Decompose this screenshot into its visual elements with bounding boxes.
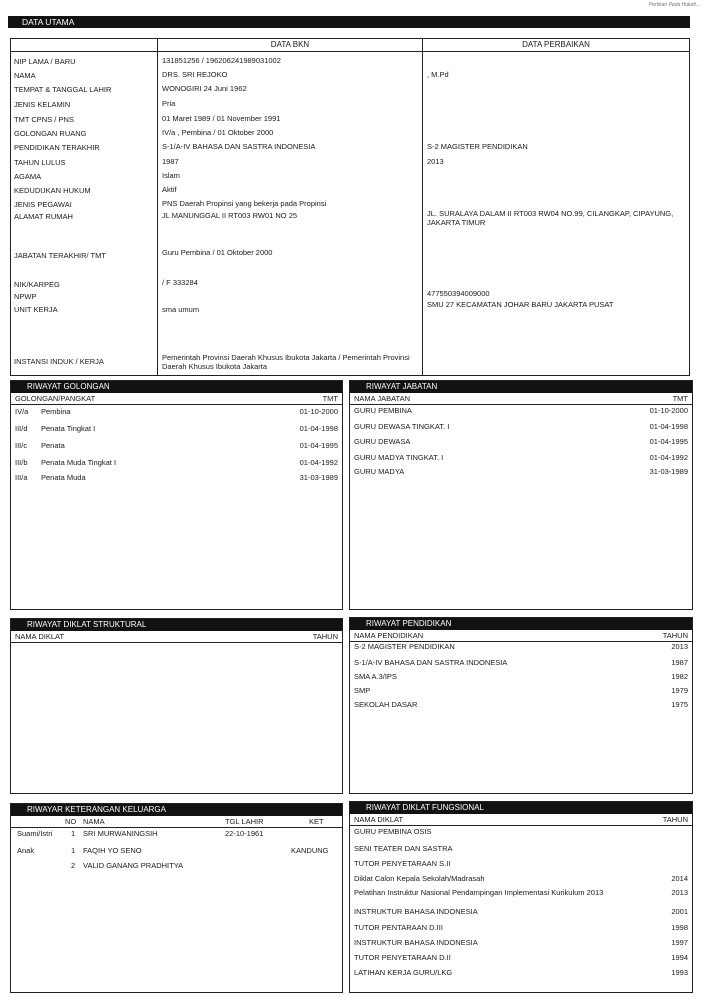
nama-diklat: INSTRUKTUR BAHASA INDONESIA — [354, 907, 478, 916]
jabatan-column-header — [350, 394, 692, 405]
value-alamat: JL MANUNGGAL II RT003 RW01 NO 25 — [162, 211, 298, 220]
label-npwp: NPWP — [14, 292, 37, 301]
label-tmt-cpns: TMT CPNS / PNS — [14, 115, 74, 124]
riwayat-jabatan-panel — [349, 380, 693, 610]
nama-jabatan: GURU MADYA TINGKAT. I — [354, 453, 444, 462]
tahun: 1987 — [671, 658, 688, 667]
tmt: 01-10-2000 — [649, 406, 688, 415]
header-ket: KET — [309, 817, 324, 826]
header-nama-diklat: NAMA DIKLAT — [354, 815, 404, 824]
header-nama-pendidikan: NAMA PENDIDIKAN — [354, 631, 424, 640]
table-row — [350, 874, 692, 884]
table-row — [11, 458, 342, 468]
nama-jabatan: GURU PEMBINA — [354, 406, 412, 415]
table-row — [11, 861, 342, 871]
label-nik: NIK/KARPEG — [14, 280, 60, 289]
value-golongan: IV/a , Pembina / 01 Oktober 2000 — [162, 128, 274, 137]
tahun: 2013 — [671, 642, 688, 651]
nama-pendidikan: SEKOLAH DASAR — [354, 700, 418, 709]
header-no: NO — [65, 817, 77, 826]
data-utama-table — [10, 38, 690, 376]
table-row — [350, 422, 692, 432]
nama-jabatan: GURU DEWASA TINGKAT. I — [354, 422, 450, 431]
nama-diklat: Pelatihan Instruktur Nasional Pendampingan Implementasi Kurikulum 2013 — [354, 888, 604, 897]
table-row — [350, 700, 692, 710]
table-row — [350, 672, 692, 682]
nama-diklat: SENI TEATER DAN SASTRA — [354, 844, 453, 853]
value-unit-kerja: sma umum — [162, 305, 200, 314]
nama-pendidikan: SMP — [354, 686, 371, 695]
table-row — [350, 642, 692, 652]
nama-pendidikan: S-2 MAGISTER PENDIDIKAN — [354, 642, 455, 651]
golongan-code: IV/a — [15, 407, 29, 416]
value-instansi: Pemerintah Provinsi Daerah Khusus Ibukota Jakarta / Pemerintah Provinsi Daerah Khusus Ibukota Jakarta — [162, 353, 410, 371]
table-row — [350, 827, 692, 837]
table-row — [350, 437, 692, 447]
riwayat-diklat-fungsional-panel — [349, 801, 693, 993]
tmt: 01-04-1995 — [649, 437, 688, 446]
col-header-data-bkn: DATA BKN — [158, 39, 422, 52]
table-row — [350, 467, 692, 477]
header-tmt: TMT — [672, 394, 688, 403]
nama-diklat: TUTOR PENYETARAAN D.II — [354, 953, 451, 962]
nama-diklat: TUTOR PENTARAAN D.III — [354, 923, 443, 932]
table-row — [350, 953, 692, 963]
col-header-data-perbaikan: DATA PERBAIKAN — [423, 39, 689, 52]
nama-pendidikan: S-1/A-IV BAHASA DAN SASTRA INDONESIA — [354, 658, 508, 667]
nama-jabatan: GURU DEWASA — [354, 437, 411, 446]
table-row — [11, 829, 342, 839]
tmt: 01-10-2000 — [299, 407, 338, 416]
nama-jabatan: GURU MADYA — [354, 467, 405, 476]
nama-diklat: GURU PEMBINA OSIS — [354, 827, 432, 836]
riwayat-diklat-fungsional-title: RIWAYAT DIKLAT FUNGSIONAL — [350, 802, 692, 814]
header-nama-jabatan: NAMA JABATAN — [354, 394, 410, 403]
fix-alamat: JL. SURALAYA DALAM II RT003 RW04 NO.99, CILANGKAP, CIPAYUNG, JAKARTA TIMUR — [427, 209, 674, 227]
riwayat-jabatan-title: RIWAYAT JABATAN — [350, 381, 692, 393]
family-name: FAQIH YO SENO — [83, 846, 142, 855]
nama-pendidikan: SMA A.3/IPS — [354, 672, 397, 681]
header-tahun: TAHUN — [312, 632, 338, 641]
label-golongan: GOLONGAN RUANG — [14, 129, 87, 138]
tahun: 1982 — [671, 672, 688, 681]
table-row — [11, 441, 342, 451]
table-row — [11, 424, 342, 434]
riwayat-keluarga-panel — [10, 803, 343, 993]
header-golongan-pangkat: GOLONGAN/PANGKAT — [15, 394, 96, 403]
value-tahun-lulus: 1987 — [162, 157, 179, 166]
value-agama: Islam — [162, 171, 180, 180]
tahun: 1997 — [671, 938, 688, 947]
fix-npwp: 477550394009000 — [427, 289, 490, 298]
pangkat: Pembina — [41, 407, 71, 416]
label-alamat: ALAMAT RUMAH — [14, 212, 73, 221]
table-row — [350, 923, 692, 933]
golongan-code: III/b — [15, 458, 28, 467]
tmt: 31-03-1989 — [649, 467, 688, 476]
birth-date: 22-10-1961 — [225, 829, 264, 838]
table-row — [350, 938, 692, 948]
value-pendidikan: S-1/A-IV BAHASA DAN SASTRA INDONESIA — [162, 142, 316, 151]
fix-nama: , M.Pd — [427, 70, 449, 79]
row-number: 1 — [71, 846, 76, 855]
row-number: 2 — [71, 861, 76, 870]
value-nik: / F 333284 — [162, 278, 198, 287]
table-row — [11, 407, 342, 417]
header-nama-diklat: NAMA DIKLAT — [15, 632, 65, 641]
keluarga-column-header — [11, 817, 342, 828]
value-nama: DRS. SRI REJOKO — [162, 70, 228, 79]
value-jenis-pegawai: PNS Daerah Propinsi yang bekerja pada Propinsi — [162, 199, 327, 208]
fungsional-column-header — [350, 815, 692, 826]
table-row — [350, 844, 692, 854]
golongan-column-header — [11, 394, 342, 405]
relation: Anak — [17, 846, 35, 855]
riwayat-golongan-title: RIWAYAT GOLONGAN — [11, 381, 342, 393]
label-agama: AGAMA — [14, 172, 42, 181]
riwayat-keluarga-title: RIWAYAR KETERANGAN KELUARGA — [11, 804, 342, 816]
tahun: 2001 — [671, 907, 688, 916]
label-kedudukan: KEDUDUKAN HUKUM — [14, 186, 91, 195]
tahun: 2014 — [671, 874, 688, 883]
table-row — [350, 658, 692, 668]
data-utama-header: DATA UTAMA — [8, 16, 690, 28]
family-name: SRI MURWANINGSIH — [83, 829, 158, 838]
fix-tahun-lulus: 2013 — [427, 157, 444, 166]
riwayat-pendidikan-title: RIWAYAT PENDIDIKAN — [350, 618, 692, 630]
pangkat: Penata Tingkat I — [41, 424, 96, 433]
header-tahun: TAHUN — [662, 815, 688, 824]
golongan-code: III/c — [15, 441, 28, 450]
pangkat: Penata Muda Tingkat I — [41, 458, 117, 467]
nama-diklat: Diklat Calon Kepala Sekolah/Madrasah — [354, 874, 485, 883]
pangkat: Penata — [41, 441, 65, 450]
label-nama: NAMA — [14, 71, 36, 80]
column-divider — [422, 39, 423, 375]
table-row — [350, 859, 692, 869]
value-jenis-kelamin: Pria — [162, 99, 176, 108]
row-number: 1 — [71, 829, 76, 838]
table-row — [350, 686, 692, 696]
label-jabatan: JABATAN TERAKHIR/ TMT — [14, 251, 106, 260]
riwayat-golongan-panel — [10, 380, 343, 610]
pendidikan-column-header — [350, 631, 692, 642]
nama-diklat: TUTOR PENYETARAAN S.II — [354, 859, 451, 868]
label-tahun-lulus: TAHUN LULUS — [14, 158, 66, 167]
tahun: 1979 — [671, 686, 688, 695]
tahun: 1998 — [671, 923, 688, 932]
table-row — [350, 907, 692, 917]
golongan-code: III/a — [15, 473, 28, 482]
value-tmt-cpns: 01 Maret 1989 / 01 November 1991 — [162, 114, 281, 123]
tmt: 01-04-1995 — [299, 441, 338, 450]
table-row — [350, 888, 692, 908]
struktural-column-header — [11, 632, 342, 643]
tmt: 01-04-1998 — [649, 422, 688, 431]
label-jenis-kelamin: JENIS KELAMIN — [14, 100, 71, 109]
tahun: 2013 — [671, 888, 688, 897]
tahun: 1993 — [671, 968, 688, 977]
header-tgl-lahir: TGL LAHIR — [225, 817, 264, 826]
column-divider — [157, 39, 158, 375]
golongan-code: III/d — [15, 424, 28, 433]
fix-pendidikan: S-2 MAGISTER PENDIDIKAN — [427, 142, 528, 151]
pangkat: Penata Muda — [41, 473, 86, 482]
label-nip: NIP LAMA / BARU — [14, 57, 76, 66]
label-unit-kerja: UNIT KERJA — [14, 305, 58, 314]
label-pendidikan: PENDIDIKAN TERAKHIR — [14, 143, 100, 152]
label-ttl: TEMPAT & TANGGAL LAHIR — [14, 85, 112, 94]
table-row — [11, 846, 342, 856]
fix-unit-kerja: SMU 27 KECAMATAN JOHAR BARU JAKARTA PUSAT — [427, 300, 614, 309]
header-nama: NAMA — [83, 817, 105, 826]
header-tmt: TMT — [322, 394, 338, 403]
tmt: 01-04-1992 — [299, 458, 338, 467]
nama-diklat: LATIHAN KERJA GURU/LKG — [354, 968, 453, 977]
family-name: VALID GANANG PRADHITYA — [83, 861, 184, 870]
keterangan: KANDUNG — [291, 846, 329, 855]
value-jabatan: Guru Pembina / 01 Oktober 2000 — [162, 248, 273, 257]
header-tahun: TAHUN — [662, 631, 688, 640]
tahun: 1975 — [671, 700, 688, 709]
label-instansi: INSTANSI INDUK / KERJA — [14, 357, 104, 366]
value-kedudukan: Aktif — [162, 185, 177, 194]
riwayat-pendidikan-panel — [349, 617, 693, 794]
tmt: 01-04-1998 — [299, 424, 338, 433]
table-row — [350, 406, 692, 416]
handwritten-note: Pertikan Pada Hukafi... — [648, 2, 700, 8]
label-jenis-pegawai: JENIS PEGAWAI — [14, 200, 72, 209]
tmt: 01-04-1992 — [649, 453, 688, 462]
value-nip: 131851256 / 196206241989031002 — [162, 56, 281, 65]
value-ttl: WONOGIRI 24 Juni 1962 — [162, 84, 247, 93]
tahun: 1994 — [671, 953, 688, 962]
table-row — [350, 968, 692, 978]
table-row — [350, 453, 692, 463]
riwayat-diklat-struktural-title: RIWAYAT DIKLAT STRUKTURAL — [11, 619, 342, 631]
table-row — [11, 473, 342, 483]
riwayat-diklat-struktural-panel — [10, 618, 343, 794]
relation: Suami/Istri — [17, 829, 53, 838]
nama-diklat: INSTRUKTUR BAHASA INDONESIA — [354, 938, 478, 947]
tmt: 31-03-1989 — [299, 473, 338, 482]
